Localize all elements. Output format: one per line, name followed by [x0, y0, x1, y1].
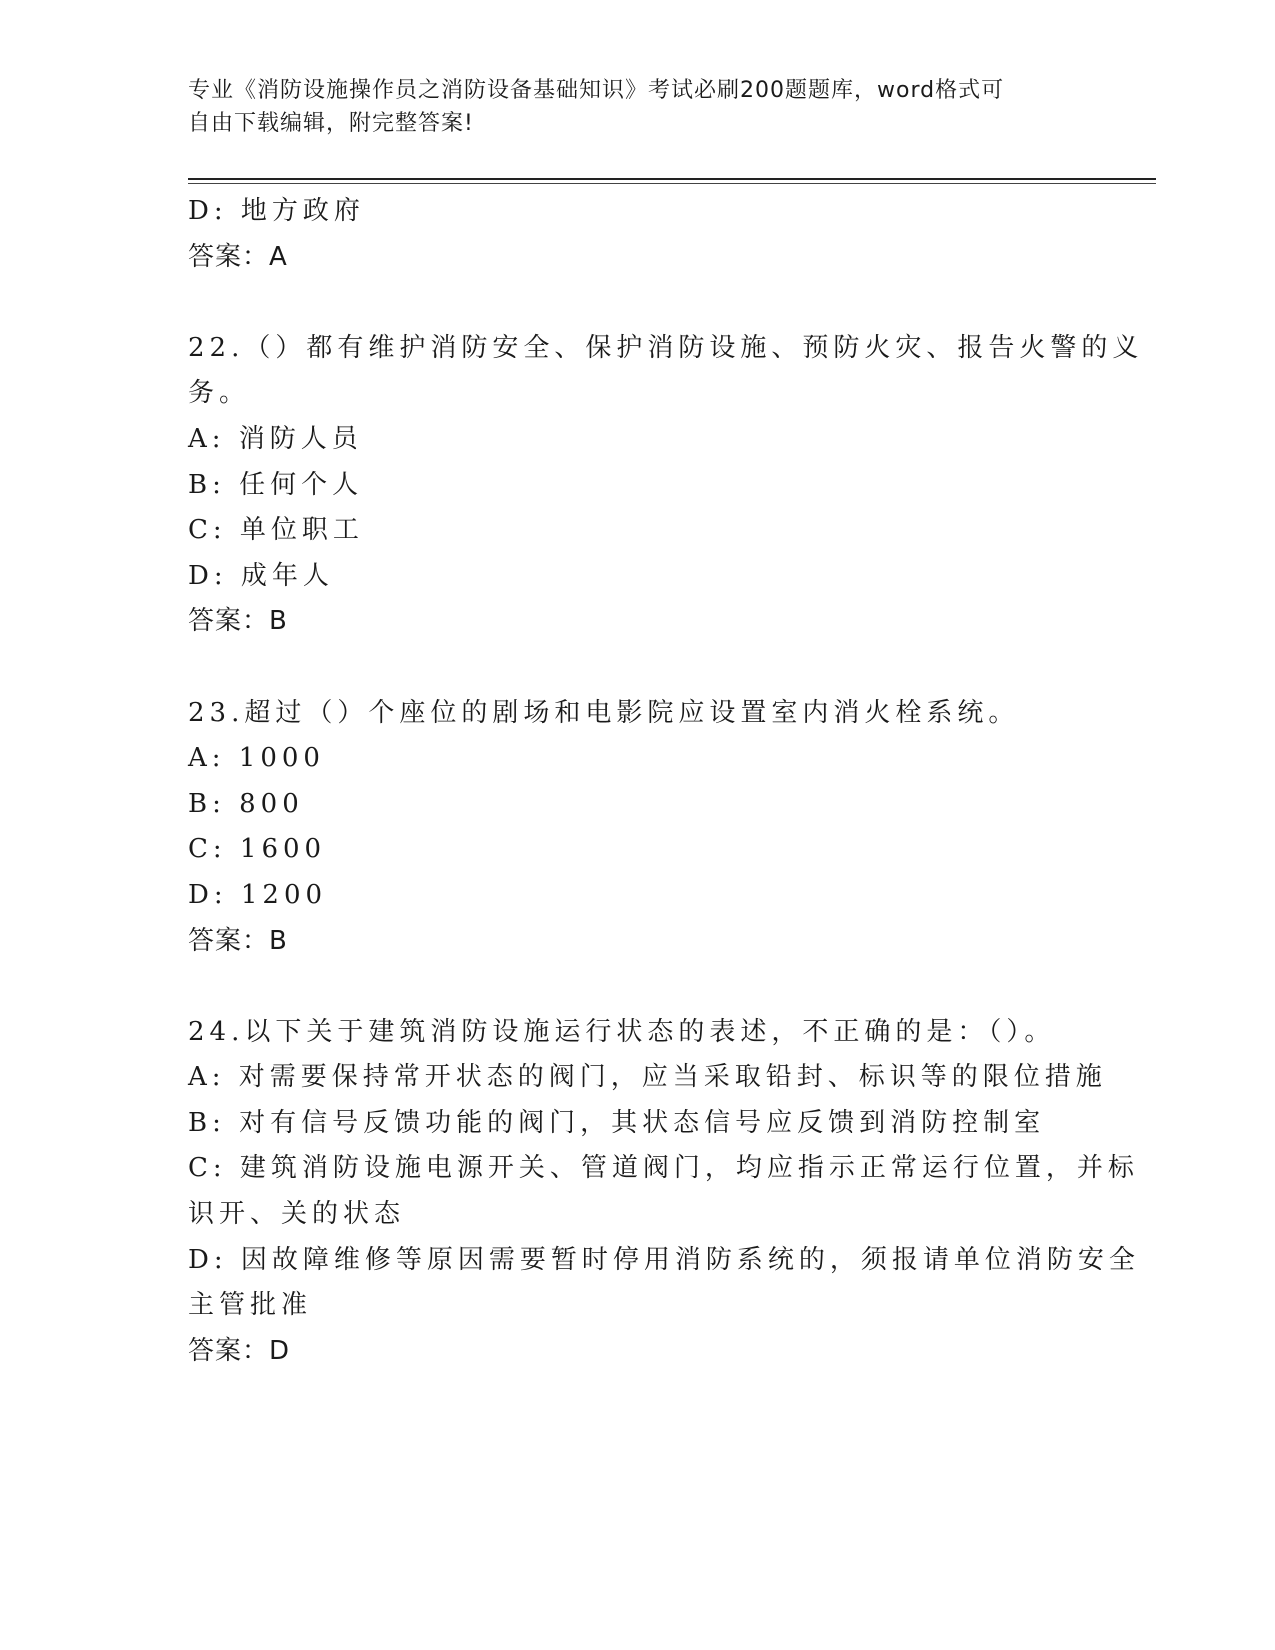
- answer-line: 答案：B: [188, 925, 288, 956]
- question-24: [188, 1010, 1140, 1375]
- option-c: C: 1600: [188, 834, 327, 865]
- answer-line: 答案：A: [188, 241, 288, 272]
- document-header: [188, 74, 1088, 140]
- option-a: A: 1000: [188, 743, 325, 774]
- question-stem: 23.超过（）个座位的剧场和电影院应设置室内消火栓系统。: [188, 697, 1020, 728]
- previous-question-tail: [188, 189, 1088, 280]
- header-line-1: 专业《消防设施操作员之消防设备基础知识》考试必刷200题题库，word格式可: [188, 78, 1005, 103]
- question-22: [188, 326, 1144, 645]
- option-c-continued: 识开、关的状态: [188, 1199, 406, 1230]
- option-d: D: 成年人: [188, 560, 334, 591]
- answer-line: 答案：D: [188, 1335, 291, 1366]
- spacer: [188, 280, 1088, 326]
- spacer: [188, 964, 1088, 1010]
- question-stem: 22.（）都有维护消防安全、保护消防设施、预防火灾、报告火警的义: [188, 332, 1144, 363]
- option-b: B: 对有信号反馈功能的阀门，其状态信号应反馈到消防控制室: [188, 1107, 1046, 1138]
- option-d: D: 因故障维修等原因需要暂时停用消防系统的，须报请单位消防安全: [188, 1244, 1140, 1275]
- option-c: C: 单位职工: [188, 515, 364, 546]
- option-a: A: 对需要保持常开状态的阀门，应当采取铅封、标识等的限位措施: [188, 1062, 1107, 1093]
- question-23: [188, 691, 1088, 965]
- header-divider-thick: [188, 178, 1156, 180]
- option-d-continued: 主管批准: [188, 1290, 313, 1321]
- question-list: [188, 189, 1144, 1374]
- question-stem: 24.以下关于建筑消防设施运行状态的表述，不正确的是：（）。: [188, 1016, 1056, 1047]
- header-divider-thin: [188, 183, 1156, 184]
- header-line-2: 自由下载编辑，附完整答案!: [188, 111, 474, 136]
- option-a: A: 消防人员: [188, 423, 363, 454]
- option-b: B: 800: [188, 788, 304, 819]
- spacer: [188, 645, 1088, 691]
- option-d: D: 地方政府: [188, 196, 365, 226]
- option-b: B: 任何个人: [188, 469, 364, 500]
- question-stem-continued: 务。: [188, 378, 251, 409]
- option-c: C: 建筑消防设施电源开关、管道阀门，均应指示正常运行位置，并标: [188, 1153, 1139, 1184]
- option-d: D: 1200: [188, 879, 328, 910]
- answer-line: 答案：B: [188, 606, 288, 637]
